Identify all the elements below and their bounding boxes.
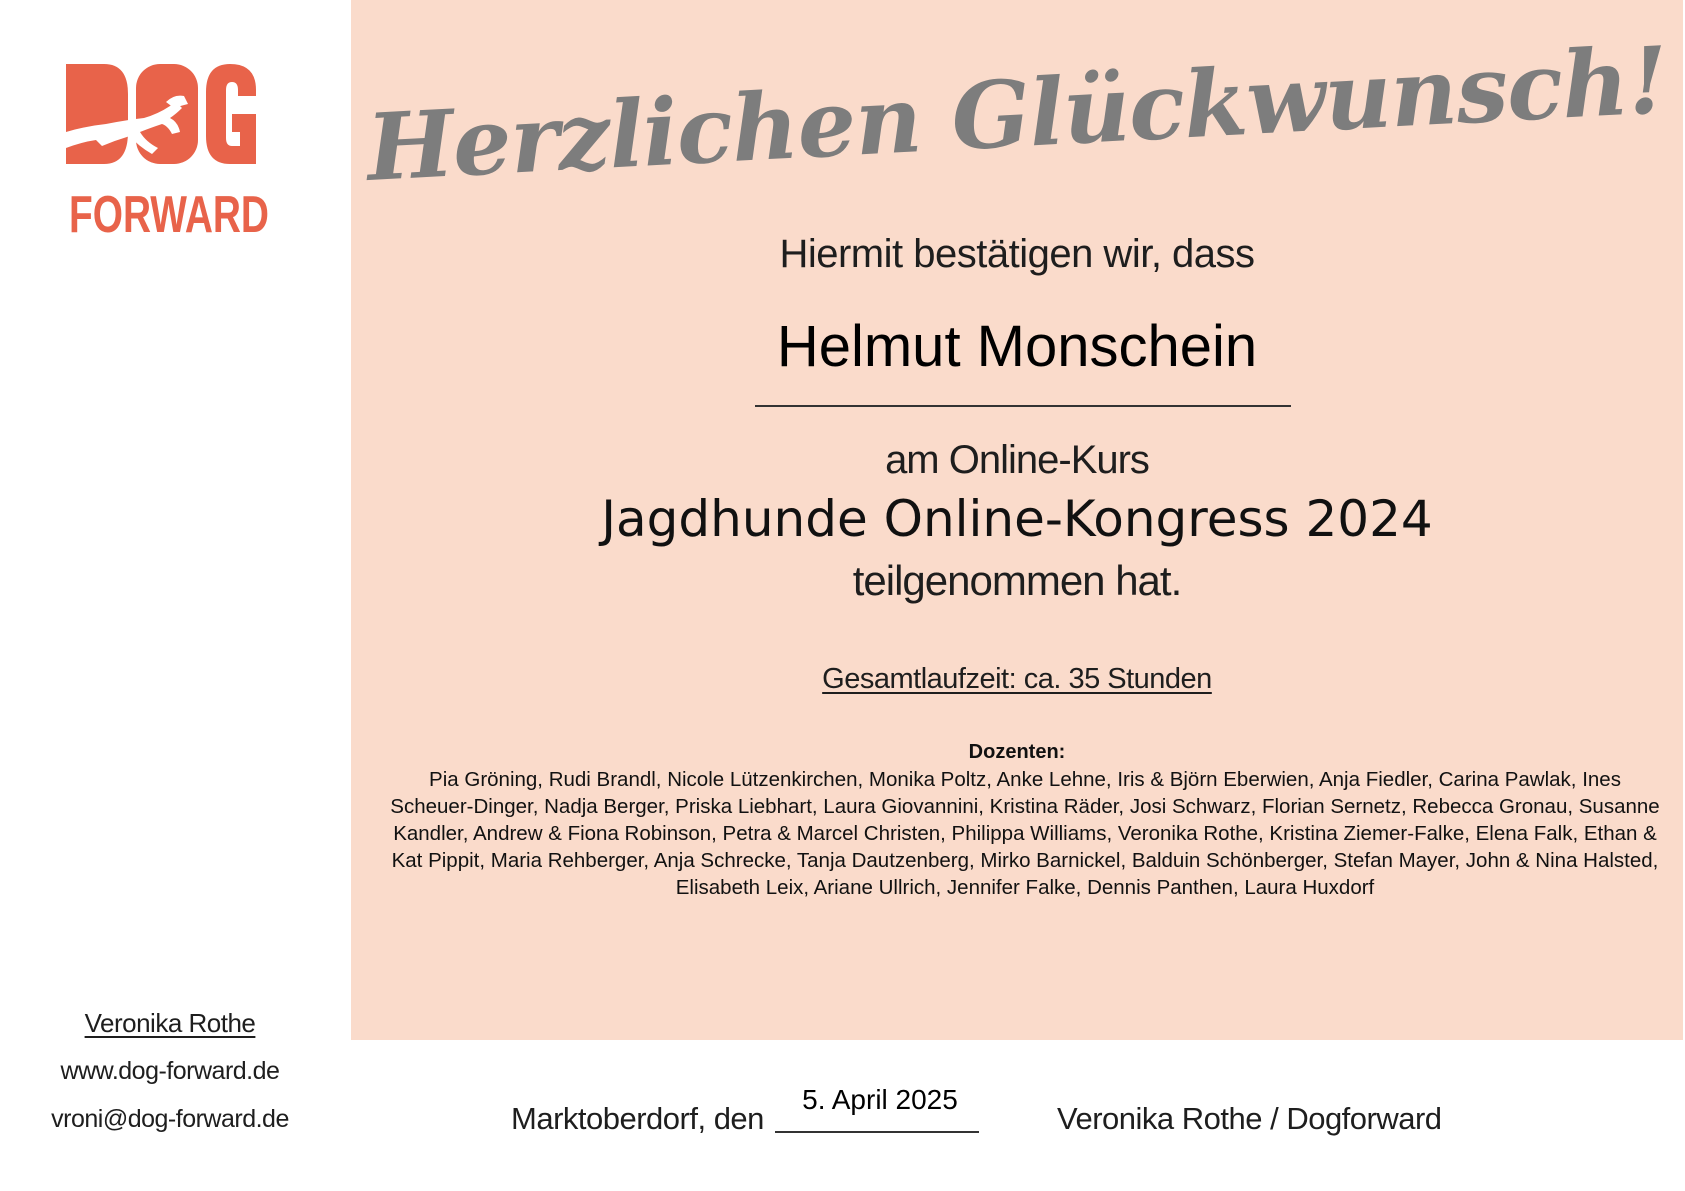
- issue-date: 5. April 2025: [802, 1084, 958, 1115]
- date-underline: [775, 1131, 979, 1133]
- contact-name: Veronika Rothe: [84, 1008, 256, 1038]
- course-name: Jagdhunde Online-Kongress 2024: [601, 490, 1433, 548]
- course-intro: am Online-Kurs: [885, 438, 1149, 482]
- dog-forward-logo-icon: [66, 62, 273, 244]
- name-underline: [755, 405, 1291, 407]
- place-label: Marktoberdorf, den: [511, 1101, 764, 1136]
- dog-forward-logo: [66, 62, 273, 244]
- lecturers-list: Pia Gröning, Rudi Brandl, Nicole Lützenkirchen, Monika Poltz, Anke Lehne, Iris & Björn Eberwien, Anja Fiedler, Carina Pawlak, Ines Scheuer-Dinger, Nadja Berger, Priska Liebhart, Laura Giovannini, Kristina Räder, Josi Schwarz, Florian Sernetz, Rebecca Gronau, Susanne Kandler, Andrew & Fiona Robinson, Petra & Marcel Christen, Philippa Williams, Veronika Rothe, Kristina Ziemer-Falke, Elena Falk, Ethan & Kat Pippit, Maria Rehberger, Anja Schrecke, Tanja Dautzenberg, Mirko Barnickel, Balduin Schönberger, Stefan Mayer, John & Nina Halsted, Elisabeth Leix, Ariane Ullrich, Jennifer Falke, Dennis Panthen, Laura Huxdorf: [390, 768, 1660, 899]
- signature: Veronika Rothe / Dogforward: [1057, 1101, 1442, 1136]
- contact-email: vroni@dog-forward.de: [51, 1105, 289, 1133]
- participant-name: Helmut Monschein: [776, 314, 1258, 379]
- lecturers-title: Dozenten:: [968, 741, 1066, 763]
- duration-text: Gesamtlaufzeit: ca. 35 Stunden: [822, 663, 1212, 695]
- logo-bottom-text: FORWARD: [69, 186, 269, 244]
- confirm-text: Hiermit bestätigen wir, dass: [779, 232, 1255, 276]
- headline: Herzlichen Glückwunsch!: [364, 26, 1670, 202]
- duration: [351, 663, 1683, 696]
- contact-website: www.dog-forward.de: [60, 1057, 280, 1085]
- course-outro: teilgenommen hat.: [852, 557, 1182, 604]
